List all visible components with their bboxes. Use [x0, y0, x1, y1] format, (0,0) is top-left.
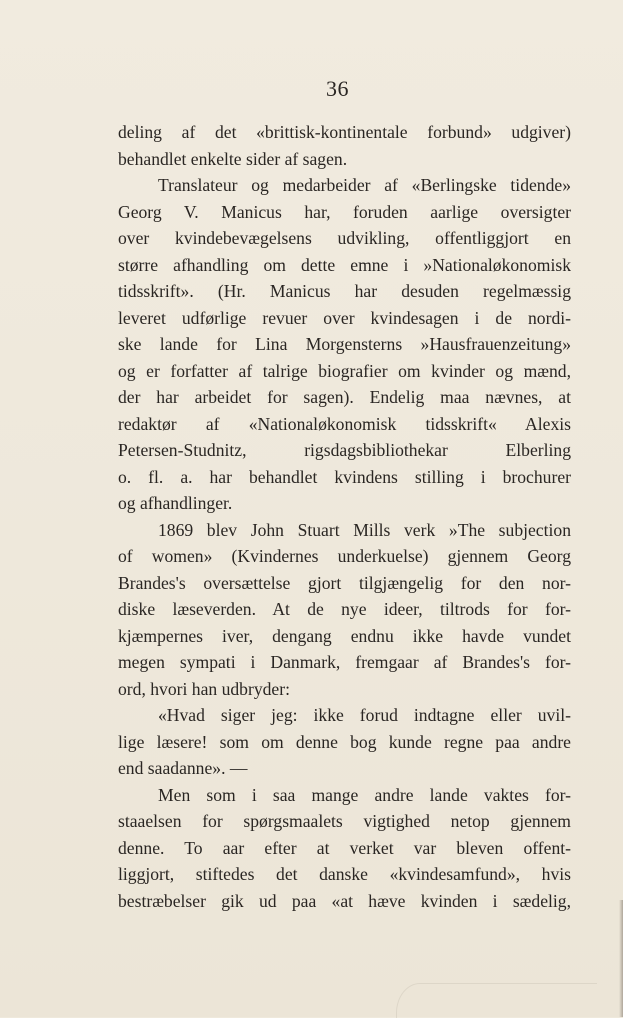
text-line: Georg V. Manicus har, foruden aarlige oversigter: [118, 201, 571, 222]
body-text: [118, 119, 571, 914]
text-line: «Hvad siger jeg: ikke forud indtagne eller uvil-: [158, 705, 571, 725]
text-line: staaelsen for spørgsmaalets vigtighed netop gjennem: [118, 811, 571, 831]
text-line: der har arbeidet for sagen). Endelig maa nævnes, at: [118, 387, 571, 407]
page-number: 36: [326, 76, 349, 101]
text-line: ord, hvori han udbryder:: [118, 678, 290, 699]
text-line: end saadanne». —: [118, 758, 248, 778]
text-line: o. fl. a. har behandlet kvindens stilling i brochurer: [118, 466, 571, 487]
text-line: kjæmpernes iver, dengang endnu ikke havde vundet: [118, 625, 571, 646]
text-line: leveret udførlige revuer over kvindesagen i de nordi-: [118, 307, 571, 328]
text-line: Men som i saa mange andre lande vaktes for-: [158, 784, 571, 805]
text-line: deling af det «brittisk-kontinentale forbund» udgiver): [118, 122, 571, 142]
page-edge-shadow: [619, 900, 623, 1017]
text-line: og afhandlinger.: [118, 493, 233, 513]
text-line: større afhandling om dette emne i »Nationaløkonomisk: [118, 254, 571, 275]
text-line: behandlet enkelte sider af sagen.: [118, 148, 348, 169]
text-line: bestræbelser gik ud paa «at hæve kvinden i sædelig,: [118, 890, 571, 911]
text-line: diske læseverden. At de nye ideer, tiltrods for for-: [118, 599, 571, 619]
page-fold-mark: [396, 983, 597, 1018]
text-line: denne. To aar efter at verket var bleven offent-: [118, 837, 571, 858]
text-line: lige læsere! som om denne bog kunde regne paa andre: [118, 731, 571, 752]
text-line: tidsskrift». (Hr. Manicus har desuden regelmæssig: [118, 281, 571, 301]
text-line: Brandes's oversættelse gjort tilgjængelig for den nor-: [118, 572, 571, 593]
text-line: Translateur og medarbeider af «Berlingske tidende»: [158, 175, 571, 195]
text-line: redaktør af «Nationaløkonomisk tidsskrift« Alexis: [118, 413, 571, 434]
text-line: liggjort, stiftedes det danske «kvindesamfund», hvis: [118, 864, 571, 884]
text-line: og er forfatter af talrige biografier om kvinder og mænd,: [118, 360, 571, 381]
text-line: over kvindebevægelsens udvikling, offentliggjort en: [118, 228, 571, 248]
text-line: ske lande for Lina Morgensterns »Hausfrauenzeitung»: [118, 334, 571, 354]
text-line: megen sympati i Danmark, fremgaar af Brandes's for-: [118, 652, 571, 672]
text-line: Petersen-Studnitz, rigsdagsbibliothekar Elberling: [118, 440, 571, 460]
text-line: 1869 blev John Stuart Mills verk »The subjection: [158, 519, 571, 540]
text-line: of women» (Kvindernes underkuelse) gjennem Georg: [118, 546, 571, 566]
